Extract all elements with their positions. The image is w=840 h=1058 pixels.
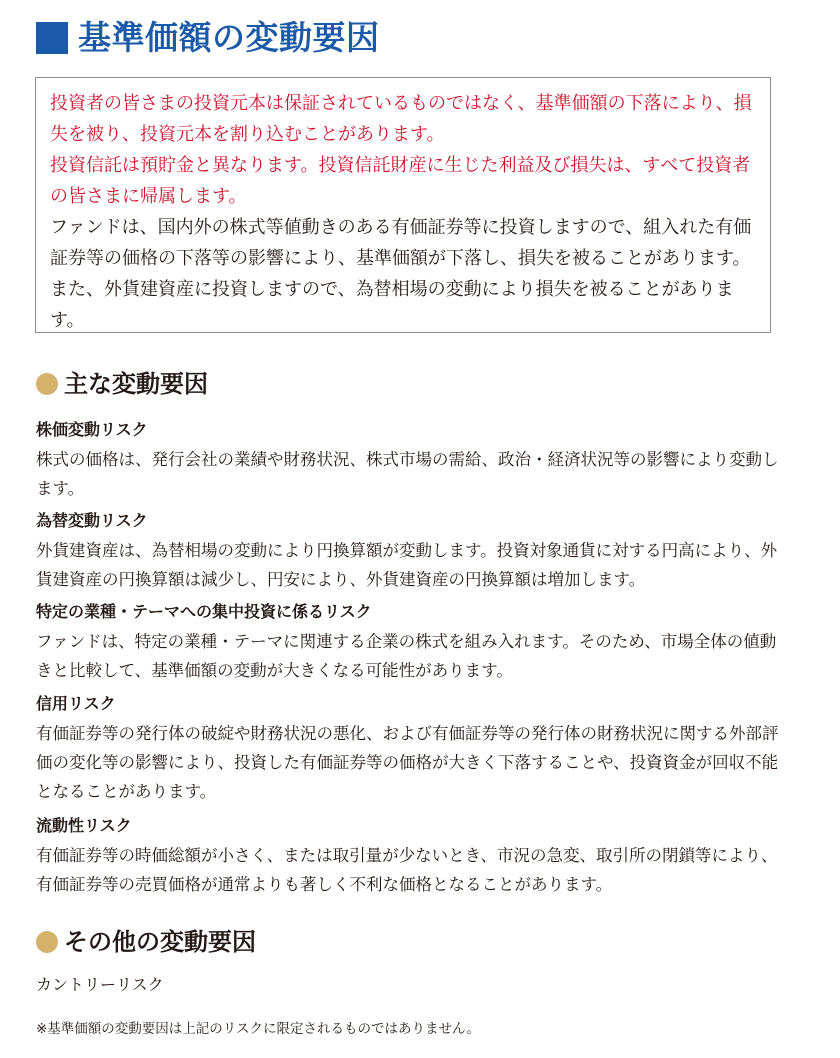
country-risk-item: カントリーリスク (36, 975, 164, 994)
risk-item-liquidity (36, 814, 781, 899)
main-factors-heading (36, 366, 208, 402)
risk-title: 為替変動リスク (36, 511, 148, 530)
risk-title: 特定の業種・テーマへの集中投資に係るリスク (36, 602, 372, 621)
risk-title: 株価変動リスク (36, 420, 148, 439)
bullet-circle-icon (36, 931, 58, 953)
main-factors-heading-text: 主な変動要因 (64, 370, 208, 398)
risk-item-currency (36, 509, 781, 594)
risk-description: 有価証券等の時価総額が小さく、または取引量が少ないとき、市況の急変、取引所の閉鎖等により、有価証券等の売買価格が通常よりも著しく不利な価格となることがあります。 (36, 846, 778, 894)
other-factors-heading-text: その他の変動要因 (64, 928, 256, 956)
page-title: 基準価額の変動要因 (78, 18, 380, 57)
risk-item-concentration (36, 600, 781, 685)
risk-item-stock-price (36, 418, 781, 503)
notice-paragraph-fund: ファンドは、国内外の株式等値動きのある有価証券等に投資しますので、組入れた有価証券等の価格の下落等の影響により、基準価額が下落し、損失を被ることがあります。また、外貨建資産に投資しますので、為替相場の変動により損失を被ることがあります。 (50, 217, 752, 331)
risk-description: 外貨建資産は、為替相場の変動により円換算額が変動します。投資対象通貨に対する円高により、外貨建資産の円換算額は減少し、円安により、外貨建資産の円換算額は増加します。 (36, 541, 778, 589)
footnote: ※基準価額の変動要因は上記のリスクに限定されるものではありません。 (36, 1021, 480, 1037)
other-factors-heading (36, 924, 256, 960)
risk-description: 株式の価格は、発行会社の業績や財務状況、株式市場の需給、政治・経済状況等の影響により変動します。 (36, 450, 779, 498)
risk-item-credit (36, 692, 781, 806)
risk-description: ファンドは、特定の業種・テーマに関連する企業の株式を組み入れます。そのため、市場全体の値動きと比較して、基準価額の変動が大きくなる可能性があります。 (36, 632, 777, 680)
bullet-circle-icon (36, 373, 58, 395)
notice-paragraph-principal: 投資者の皆さまの投資元本は保証されているものではなく、基準価額の下落により、損失を被り、投資元本を割り込むことがあります。 (50, 93, 752, 145)
risk-title: 流動性リスク (36, 816, 132, 835)
header-square-icon (36, 22, 68, 54)
notice-paragraph-deposit: 投資信託は預貯金と異なります。投資信託財産に生じた利益及び損失は、すべて投資者の皆さまに帰属します。 (50, 155, 751, 207)
page-header (36, 14, 380, 62)
risk-description: 有価証券等の発行体の破綻や財務状況の悪化、および有価証券等の発行体の財務状況に関する外部評価の変化等の影響により、投資した有価証券等の価格が大きく下落することや、投資資金が回収不能となることがあります。 (36, 724, 779, 801)
risk-title: 信用リスク (36, 694, 116, 713)
warning-notice-box (35, 77, 771, 333)
